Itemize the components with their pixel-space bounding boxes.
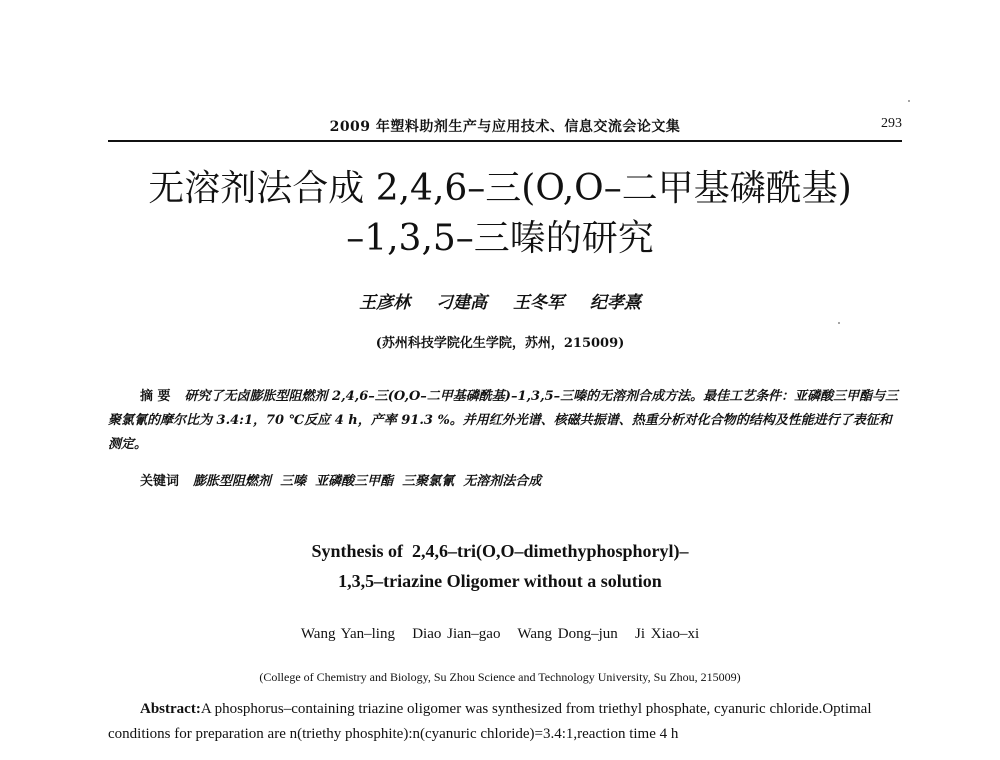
english-abstract-label: Abstract:	[140, 701, 201, 717]
english-abstract-text: A phosphorus–containing triazine oligomer was synthesized from triethyl phosphate, cyanuric chloride.Optimal conditions for preparation are n(triethy phosphite):n(cyanuric chloride)=3.4:1,reaction time 4 h	[108, 701, 872, 742]
chinese-title-line-1: 无溶剂法合成 2,4,6–三(O,O–二甲基磷酰基)	[148, 168, 852, 209]
chinese-title-line-2: –1,3,5–三嗪的研究	[346, 218, 654, 259]
chinese-keywords	[140, 470, 900, 494]
page-number: 293	[881, 116, 902, 131]
chinese-abstract-label: 摘 要	[140, 389, 171, 404]
english-affiliation: (College of Chemistry and Biology, Su Zhou Science and Technology University, Su Zhou, 215009)	[259, 670, 741, 684]
chinese-abstract	[108, 385, 902, 457]
chinese-abstract-text: 研究了无卤膨胀型阻燃剂 2,4,6–三(O,O–二甲基磷酰基)–1,3,5–三嗪的无溶剂合成方法。最佳工艺条件：亚磷酸三甲酯与三聚氯氰的摩尔比为 3.4:1，70 ℃反应 4 h，产率 91.3 %。并用红外光谱、核磁共振谱、热重分析对化合物的结构及性能进行了表征和测定。	[108, 389, 899, 452]
english-title-line-2: 1,3,5–triazine Oligomer without a solution	[338, 571, 662, 591]
english-abstract	[108, 697, 902, 747]
english-authors: Wang Yan–ling Diao Jian–gao Wang Dong–jun Ji Xiao–xi	[300, 626, 700, 642]
chinese-keywords-text: 膨胀型阻燃剂 三嗪 亚磷酸三甲酯 三聚氯氰 无溶剂法合成	[193, 474, 542, 489]
running-title: 2009 年塑料助剂生产与应用技术、信息交流会论文集	[329, 119, 681, 135]
chinese-keywords-label: 关键词	[140, 474, 180, 489]
scan-speck	[838, 322, 840, 324]
english-title	[100, 536, 900, 596]
english-title-line-1: Synthesis of 2,4,6–tri(O,O–dimethyphosphoryl)–	[311, 541, 689, 561]
running-header	[108, 116, 902, 142]
chinese-authors: 王彦林 刁建高 王冬军 纪孝熹	[359, 293, 641, 313]
chinese-affiliation: (苏州科技学院化生学院，苏州，215009)	[375, 336, 625, 351]
scan-speck	[908, 100, 910, 102]
